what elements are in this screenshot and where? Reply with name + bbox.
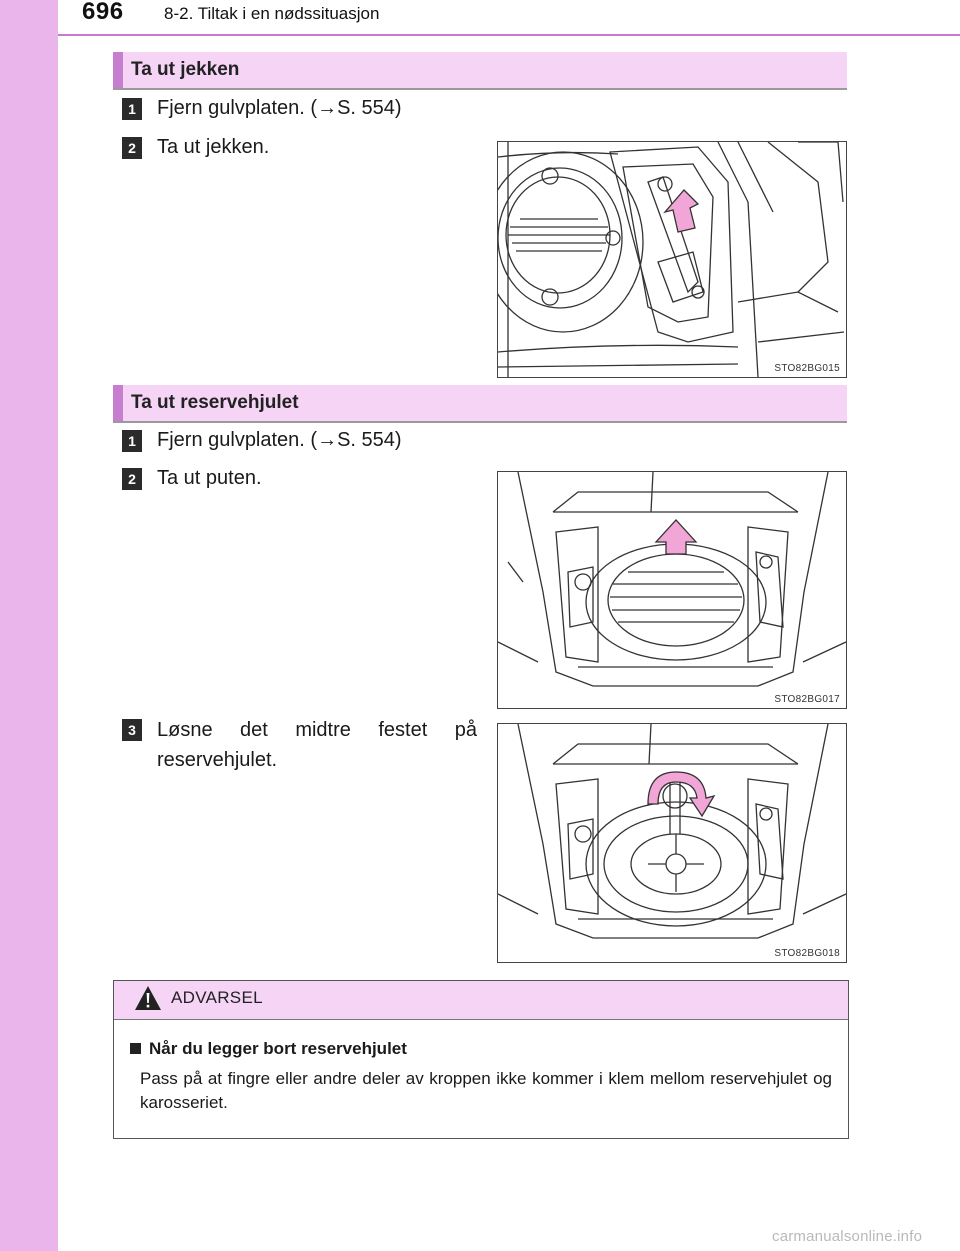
trunk-cushion-drawing: [498, 472, 846, 708]
figure-code: STO82BG017: [774, 694, 840, 705]
warning-triangle-icon: [134, 985, 162, 1011]
spare-wheel-drawing: [498, 724, 846, 962]
step-number: 2: [122, 137, 142, 159]
warning-box: [113, 980, 849, 1139]
square-bullet-icon: [130, 1043, 141, 1054]
page-number: 696: [82, 0, 124, 25]
section-accent: [113, 52, 123, 88]
step-text: Ta ut jekken.: [157, 136, 270, 158]
warning-text: Pass på at fingre eller andre deler av kroppen ikke kommer i klem mellom reservehjulet og karosseriet.: [140, 1069, 832, 1112]
warning-title: ADVARSEL: [171, 988, 263, 1007]
section-accent: [113, 385, 123, 421]
section-title: Ta ut jekken: [131, 59, 240, 80]
watermark: carmanualsonline.info: [772, 1228, 923, 1245]
trunk-jack-drawing: [498, 142, 846, 377]
jack-illustration: [497, 141, 847, 378]
warning-header: [114, 981, 848, 1020]
section-heading-spare-wheel: [113, 385, 847, 423]
step-text: Fjern gulvplaten. (→S. 554): [157, 97, 402, 119]
figure-code: STO82BG018: [774, 948, 840, 959]
section-title: Ta ut reservehjulet: [131, 392, 299, 413]
rotate-arrow-icon: [648, 772, 714, 816]
page-sidebar: [0, 0, 58, 1251]
step-number: 1: [122, 430, 142, 452]
step-number: 3: [122, 719, 142, 741]
step-number: 2: [122, 468, 142, 490]
lift-arrow-icon: [656, 520, 696, 554]
warning-item-heading: [130, 1039, 407, 1059]
cushion-illustration: [497, 471, 847, 709]
figure-code: STO82BG015: [774, 363, 840, 374]
step-text: Fjern gulvplaten. (→S. 554): [157, 429, 402, 451]
chapter-title: 8-2. Tiltak i en nødssituasjon: [164, 4, 380, 23]
warning-item-heading-text: Når du legger bort reservehjulet: [149, 1039, 407, 1058]
header-divider: [58, 34, 960, 36]
spare-wheel-illustration: [497, 723, 847, 963]
step-number: 1: [122, 98, 142, 120]
step-text: Ta ut puten.: [157, 467, 262, 489]
step-text: Løsne det midtre festet på reservehjulet.: [157, 719, 477, 771]
section-heading-jack: [113, 52, 847, 90]
